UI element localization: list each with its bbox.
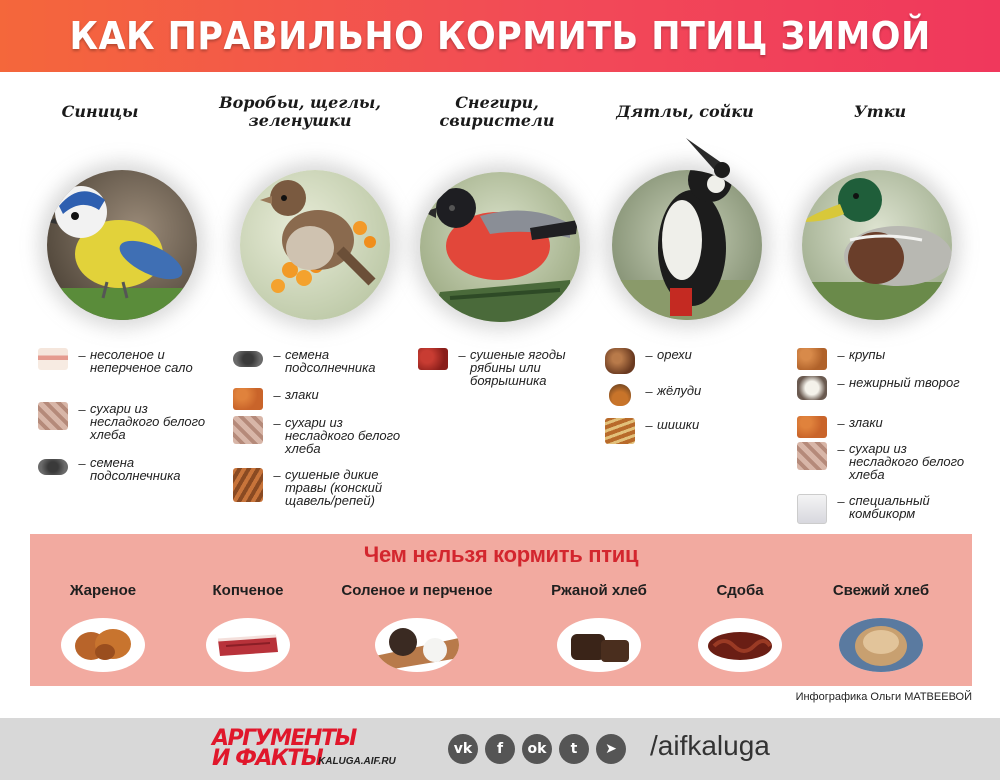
aif-logo[interactable] bbox=[212, 726, 432, 774]
telegram-icon[interactable]: ➤ bbox=[596, 734, 626, 764]
bullet-dash: – bbox=[837, 416, 845, 431]
bird-title: Синицы bbox=[61, 102, 139, 121]
forbidden-label: Сдоба bbox=[716, 582, 764, 599]
bullet-dash: – bbox=[273, 348, 281, 363]
bullet-dash: – bbox=[78, 402, 86, 417]
food-item bbox=[797, 416, 997, 438]
food-item bbox=[38, 402, 238, 441]
bird-title: Снегири, свиристели bbox=[439, 93, 555, 130]
forbidden-label: Свежий хлеб bbox=[832, 582, 930, 599]
food-text: семена подсолнечника bbox=[285, 347, 376, 375]
bullet-dash: – bbox=[458, 348, 466, 363]
forbidden-item-smoked bbox=[163, 582, 333, 672]
food-item bbox=[38, 348, 238, 374]
bullet-dash: – bbox=[837, 376, 845, 391]
woodpecker-beak-icon bbox=[686, 138, 730, 178]
salt-pepper-icon bbox=[375, 618, 459, 672]
bullet-dash: – bbox=[645, 418, 653, 433]
nuts-icon bbox=[605, 348, 635, 374]
rusks-icon bbox=[797, 442, 827, 470]
food-text: злаки bbox=[849, 415, 883, 430]
food-item bbox=[418, 348, 618, 387]
food-text: сухари из несладкого белого хлеба bbox=[90, 401, 206, 442]
food-item bbox=[38, 456, 238, 482]
food-text: специальный комбикорм bbox=[849, 493, 930, 521]
fresh-bread-icon bbox=[839, 618, 923, 672]
acorn-icon bbox=[609, 384, 631, 406]
grains-icon bbox=[797, 416, 827, 438]
bullet-dash: – bbox=[78, 348, 86, 363]
food-text: орехи bbox=[657, 347, 692, 362]
bird-title: Воробьи, щеглы, зеленушки bbox=[219, 93, 381, 130]
bullet-dash: – bbox=[273, 388, 281, 403]
logo-line1: АРГУМЕНТЫ bbox=[212, 726, 356, 751]
food-item bbox=[797, 348, 997, 370]
food-text: нежирный творог bbox=[849, 375, 960, 390]
facebook-icon[interactable]: f bbox=[485, 734, 515, 764]
food-text: шишки bbox=[657, 417, 700, 432]
bird-column-ducks bbox=[780, 88, 980, 136]
food-item bbox=[233, 388, 433, 410]
bullet-dash: – bbox=[837, 494, 845, 509]
food-item bbox=[605, 384, 805, 406]
bird-title: Дятлы, сойки bbox=[616, 102, 754, 121]
dried-herbs-icon bbox=[233, 468, 263, 502]
header-banner bbox=[0, 0, 1000, 72]
bullfinch-icon bbox=[420, 172, 580, 322]
salo-icon bbox=[38, 348, 68, 370]
sparrow-icon bbox=[240, 170, 390, 320]
bird-column-tits bbox=[0, 88, 200, 136]
forbidden-label: Жареное bbox=[69, 582, 137, 599]
pine-cone-icon bbox=[605, 418, 635, 444]
rusks-icon bbox=[233, 416, 263, 444]
bird-column-sparrows bbox=[200, 88, 400, 136]
food-text: сухари из несладкого белого хлеба bbox=[849, 441, 965, 482]
forbidden-label: Копченое bbox=[212, 582, 284, 599]
food-text: злаки bbox=[285, 387, 319, 402]
odnoklassniki-icon[interactable]: ok bbox=[522, 734, 552, 764]
social-handle[interactable]: /aifkaluga bbox=[650, 730, 770, 761]
site-link[interactable]: KALUGA.AIF.RU bbox=[318, 756, 396, 767]
bird-column-bullfinches bbox=[397, 88, 597, 136]
bullet-dash: – bbox=[78, 456, 86, 471]
food-item bbox=[605, 418, 805, 444]
footer-bar bbox=[0, 718, 1000, 780]
grains-icon bbox=[233, 388, 263, 410]
bullet-dash: – bbox=[273, 416, 281, 431]
rye-bread-icon bbox=[557, 618, 641, 672]
forbidden-label: Ржаной хлеб bbox=[551, 582, 647, 599]
forbidden-title: Чем нельзя кормить птиц bbox=[363, 542, 639, 567]
food-text: семена подсолнечника bbox=[90, 455, 181, 483]
pastry-icon bbox=[698, 618, 782, 672]
forbidden-item-fresh-bread bbox=[796, 582, 966, 672]
bullet-dash: – bbox=[645, 384, 653, 399]
food-item bbox=[797, 494, 997, 524]
rowan-berries-icon bbox=[418, 348, 448, 370]
food-text: крупы bbox=[849, 347, 886, 362]
bird-title: Утки bbox=[853, 102, 907, 121]
food-item bbox=[233, 468, 433, 507]
logo-line2: И ФАКТЫ bbox=[212, 746, 323, 771]
food-text: сушеные дикие травы (конский щавель/репей) bbox=[285, 467, 383, 508]
bullet-dash: – bbox=[645, 348, 653, 363]
twitter-icon[interactable]: t bbox=[559, 734, 589, 764]
smoked-meat-icon bbox=[206, 618, 290, 672]
bird-column-woodpeckers bbox=[585, 88, 785, 136]
bullet-dash: – bbox=[837, 442, 845, 457]
cottage-cheese-icon bbox=[797, 376, 827, 400]
food-item bbox=[233, 416, 433, 455]
page-title: КАК ПРАВИЛЬНО КОРМИТЬ ПТИЦ ЗИМОЙ bbox=[69, 14, 931, 58]
blue-tit-icon bbox=[47, 170, 197, 320]
social-links bbox=[448, 734, 626, 764]
woodpecker-icon bbox=[612, 170, 762, 320]
forbidden-foods-panel bbox=[30, 534, 972, 686]
forbidden-item-salted bbox=[332, 582, 502, 672]
bullet-dash: – bbox=[837, 348, 845, 363]
vk-icon[interactable]: vk bbox=[448, 734, 478, 764]
food-text: сушеные ягоды рябины или боярышника bbox=[470, 347, 566, 388]
sunflower-seeds-icon bbox=[233, 351, 263, 367]
infographic-credit: Инфографика Ольги МАТВЕЕВОЙ bbox=[795, 691, 972, 703]
fried-food-icon bbox=[61, 618, 145, 672]
food-item bbox=[233, 348, 433, 374]
compound-feed-icon bbox=[797, 494, 827, 524]
bullet-dash: – bbox=[273, 468, 281, 483]
rusks-icon bbox=[38, 402, 68, 430]
forbidden-label: Соленое и перченое bbox=[341, 582, 493, 599]
food-item bbox=[605, 348, 805, 374]
food-text: жёлуди bbox=[657, 383, 702, 398]
food-item bbox=[797, 376, 997, 400]
food-text: сухари из несладкого белого хлеба bbox=[285, 415, 401, 456]
food-item bbox=[797, 442, 997, 481]
sunflower-seeds-icon bbox=[38, 459, 68, 475]
duck-icon bbox=[802, 170, 952, 320]
groats-icon bbox=[797, 348, 827, 370]
food-text: несоленое и неперченое сало bbox=[90, 347, 193, 375]
